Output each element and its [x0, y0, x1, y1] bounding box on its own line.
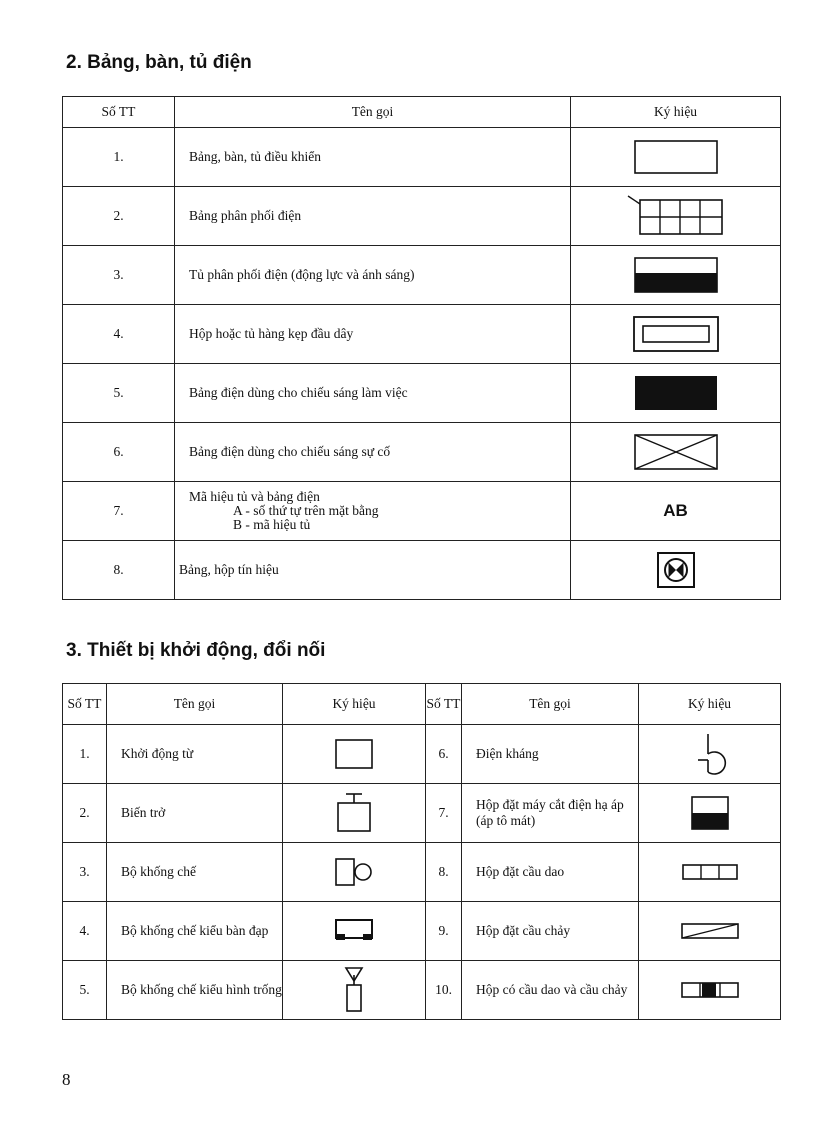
breaker-box-icon	[639, 784, 781, 843]
row-number: 8.	[63, 541, 175, 600]
row-name: Hộp đặt máy cắt điện hạ áp (áp tô mát)	[462, 784, 639, 843]
row-name: Bảng, bàn, tủ điều khiển	[175, 128, 571, 187]
double-rect-icon	[571, 305, 781, 364]
table-row	[63, 246, 781, 305]
row-name: Hộp đặt cầu chảy	[462, 902, 639, 961]
row-number: 8.	[426, 843, 462, 902]
header-name: Tên gọi	[462, 684, 639, 725]
crossed-rect-icon	[571, 423, 781, 482]
table-row	[63, 482, 781, 541]
rect-outline-icon	[571, 128, 781, 187]
code-symbol-text: AB	[663, 501, 688, 520]
row-number: 6.	[63, 423, 175, 482]
pedal-controller-icon	[283, 902, 426, 961]
table-header-row	[63, 97, 781, 128]
contactor-icon	[283, 725, 426, 784]
row-name: Điện kháng	[462, 725, 639, 784]
section-2-title: 2. Bảng, bàn, tủ điện	[66, 52, 252, 73]
row-number: 7.	[426, 784, 462, 843]
signal-box-icon	[571, 541, 781, 600]
knife-switch-box-icon	[639, 843, 781, 902]
rheostat-icon	[283, 784, 426, 843]
header-no: Số TT	[426, 684, 462, 725]
row-number: 1.	[63, 725, 107, 784]
table-row	[63, 423, 781, 482]
row-name: Hộp hoặc tủ hàng kẹp đầu dây	[175, 305, 571, 364]
row-number: 5.	[63, 961, 107, 1020]
row-number: 4.	[63, 305, 175, 364]
header-name: Tên gọi	[175, 97, 571, 128]
header-no: Số TT	[63, 684, 107, 725]
row-number: 9.	[426, 902, 462, 961]
code-line-b: B - mã hiệu tủ	[233, 517, 311, 532]
table-row	[63, 364, 781, 423]
table-row	[63, 305, 781, 364]
row-name: Hộp đặt cầu dao	[462, 843, 639, 902]
row-number: 3.	[63, 246, 175, 305]
row-number: 2.	[63, 187, 175, 246]
reactor-icon	[639, 725, 781, 784]
half-filled-rect-icon	[571, 246, 781, 305]
table-row	[63, 902, 781, 961]
code-line-a: A - số thứ tự trên mặt bằng	[233, 503, 379, 518]
row-name	[175, 482, 571, 541]
header-symbol: Ký hiệu	[639, 684, 781, 725]
switch-fuse-box-icon	[639, 961, 781, 1020]
row-name: Hộp có cầu dao và cầu chảy	[462, 961, 639, 1020]
row-name: Biến trở	[107, 784, 283, 843]
table-row	[63, 961, 781, 1020]
row-number: 4.	[63, 902, 107, 961]
row-number: 10.	[426, 961, 462, 1020]
row-number: 6.	[426, 725, 462, 784]
row-name: Bộ khống chế kiểu bàn đạp	[107, 902, 283, 961]
row-name: Bảng, hộp tín hiệu	[175, 541, 571, 600]
row-name: Bảng điện dùng cho chiếu sáng sự cố	[175, 423, 571, 482]
table-row	[63, 128, 781, 187]
row-number: 2.	[63, 784, 107, 843]
row-name: Bộ khống chế kiểu hình trống	[107, 961, 283, 1020]
controller-icon	[283, 843, 426, 902]
fuse-box-icon	[639, 902, 781, 961]
row-number: 1.	[63, 128, 175, 187]
row-number: 3.	[63, 843, 107, 902]
header-no: Số TT	[63, 97, 175, 128]
code-label: Mã hiệu tủ và bảng điện	[189, 489, 320, 504]
table-header-row	[63, 684, 781, 725]
table-row	[63, 541, 781, 600]
section-3-title: 3. Thiết bị khởi động, đổi nối	[66, 640, 326, 661]
header-symbol: Ký hiệu	[571, 97, 781, 128]
row-number: 7.	[63, 482, 175, 541]
row-name: Khởi động từ	[107, 725, 283, 784]
row-name: Bảng điện dùng cho chiếu sáng làm việc	[175, 364, 571, 423]
row-number: 5.	[63, 364, 175, 423]
header-symbol: Ký hiệu	[283, 684, 426, 725]
table-row	[63, 784, 781, 843]
page-number: 8	[62, 1070, 71, 1089]
grid-panel-icon	[571, 187, 781, 246]
starter-symbols-table	[62, 683, 781, 1020]
filled-rect-icon	[571, 364, 781, 423]
row-name: Bộ khống chế	[107, 843, 283, 902]
row-name: Tủ phân phối điện (động lực và ánh sáng)	[175, 246, 571, 305]
code-symbol	[571, 482, 781, 541]
table-row	[63, 843, 781, 902]
header-name: Tên gọi	[107, 684, 283, 725]
table-row	[63, 725, 781, 784]
drum-controller-icon	[283, 961, 426, 1020]
panel-symbols-table	[62, 96, 781, 600]
table-row	[63, 187, 781, 246]
row-name: Bảng phân phối điện	[175, 187, 571, 246]
